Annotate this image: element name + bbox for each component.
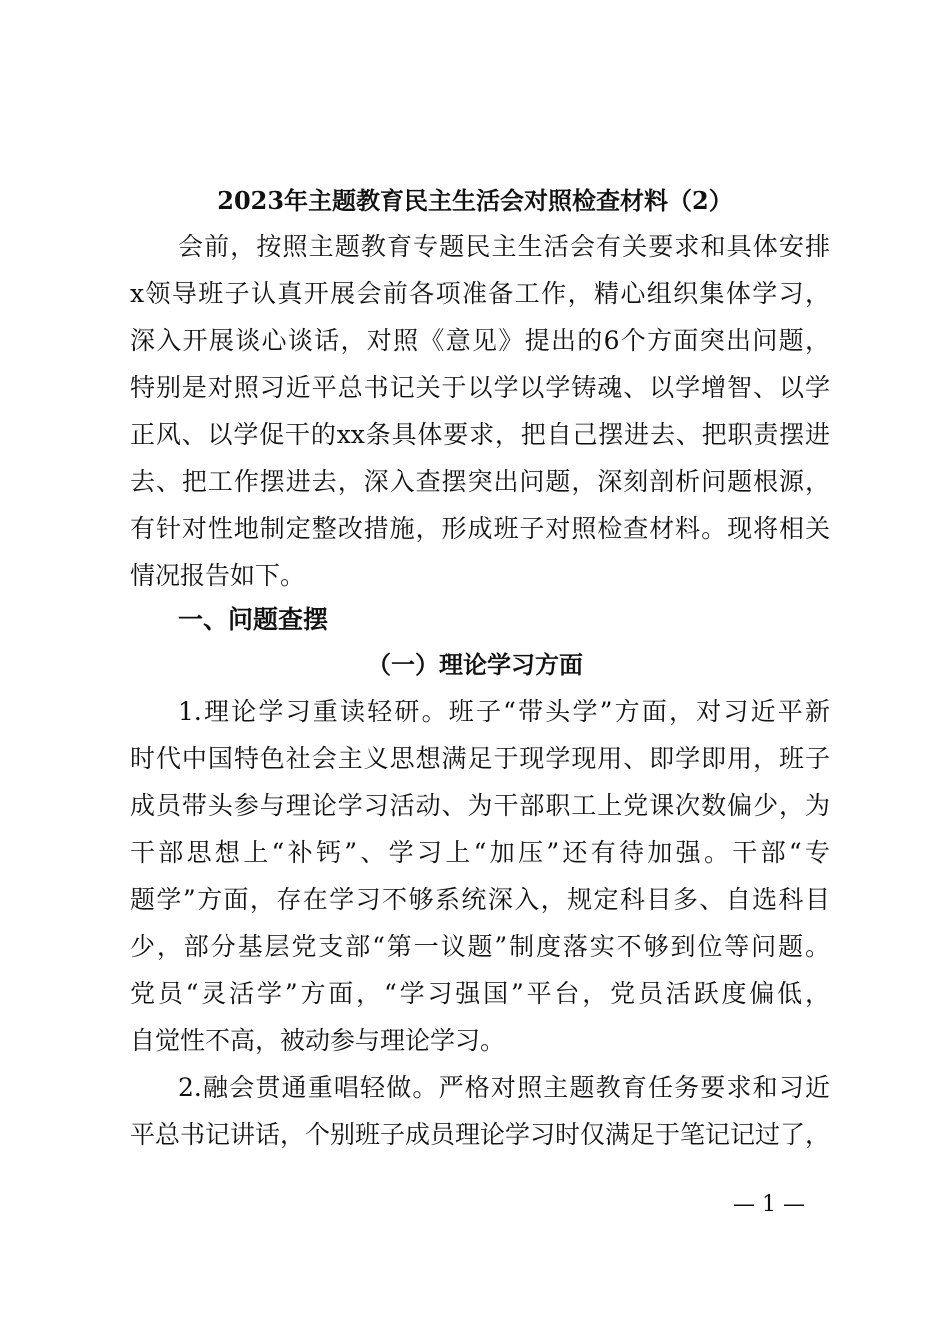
intro-line-5: 正风、以学促干的xx条具体要求，把自己摆进去、把职责摆进 bbox=[130, 420, 830, 449]
item2-line-1: 2.融会贯通重唱轻做。严格对照主题教育任务要求和习近 bbox=[178, 1073, 830, 1102]
item1-line-4: 干部思想上“补钙”、学习上“加压”还有待加强。干部“专 bbox=[130, 838, 830, 867]
intro-line-3: 深入开展谈心谈话，对照《意见》提出的6个方面突出问题， bbox=[130, 326, 830, 355]
page-number: — 1 — bbox=[733, 1192, 805, 1217]
document-title: 2023年主题教育民主生活会对照检查材料（2） bbox=[217, 186, 733, 215]
intro-line-6: 去、把工作摆进去，深入查摆突出问题，深刻剖析问题根源， bbox=[130, 467, 830, 496]
item1-line-7: 党员“灵活学”方面，“学习强国”平台，党员活跃度偏低， bbox=[130, 979, 830, 1008]
item1-line-6: 少，部分基层党支部“第一议题”制度落实不够到位等问题。 bbox=[130, 932, 830, 961]
section-heading: 一、问题查摆 bbox=[178, 605, 329, 634]
intro-line-1: 会前，按照主题教育专题民主生活会有关要求和具体安排 bbox=[178, 232, 830, 261]
intro-line-7: 有针对性地制定整改措施，形成班子对照检查材料。现将相关 bbox=[130, 514, 830, 543]
item1-line-5: 题学”方面，存在学习不够系统深入，规定科目多、自选科目 bbox=[130, 885, 830, 914]
item1-line-2: 时代中国特色社会主义思想满足于现学现用、即学即用，班子 bbox=[130, 744, 830, 773]
subsection-heading: （一）理论学习方面 bbox=[367, 650, 583, 679]
intro-line-4: 特别是对照习近平总书记关于以学以学铸魂、以学增智、以学 bbox=[130, 373, 830, 402]
intro-line-8: 情况报告如下。 bbox=[130, 561, 306, 590]
item1-line-3: 成员带头参与理论学习活动、为干部职工上党课次数偏少，为 bbox=[130, 791, 830, 820]
item2-line-2: 平总书记讲话，个别班子成员理论学习时仅满足于笔记记过了， bbox=[130, 1120, 830, 1149]
item1-line-8: 自觉性不高，被动参与理论学习。 bbox=[130, 1026, 506, 1055]
item1-line-1: 1.理论学习重读轻研。班子“带头学”方面，对习近平新 bbox=[178, 697, 830, 726]
intro-line-2: x领导班子认真开展会前各项准备工作，精心组织集体学习， bbox=[130, 279, 830, 308]
